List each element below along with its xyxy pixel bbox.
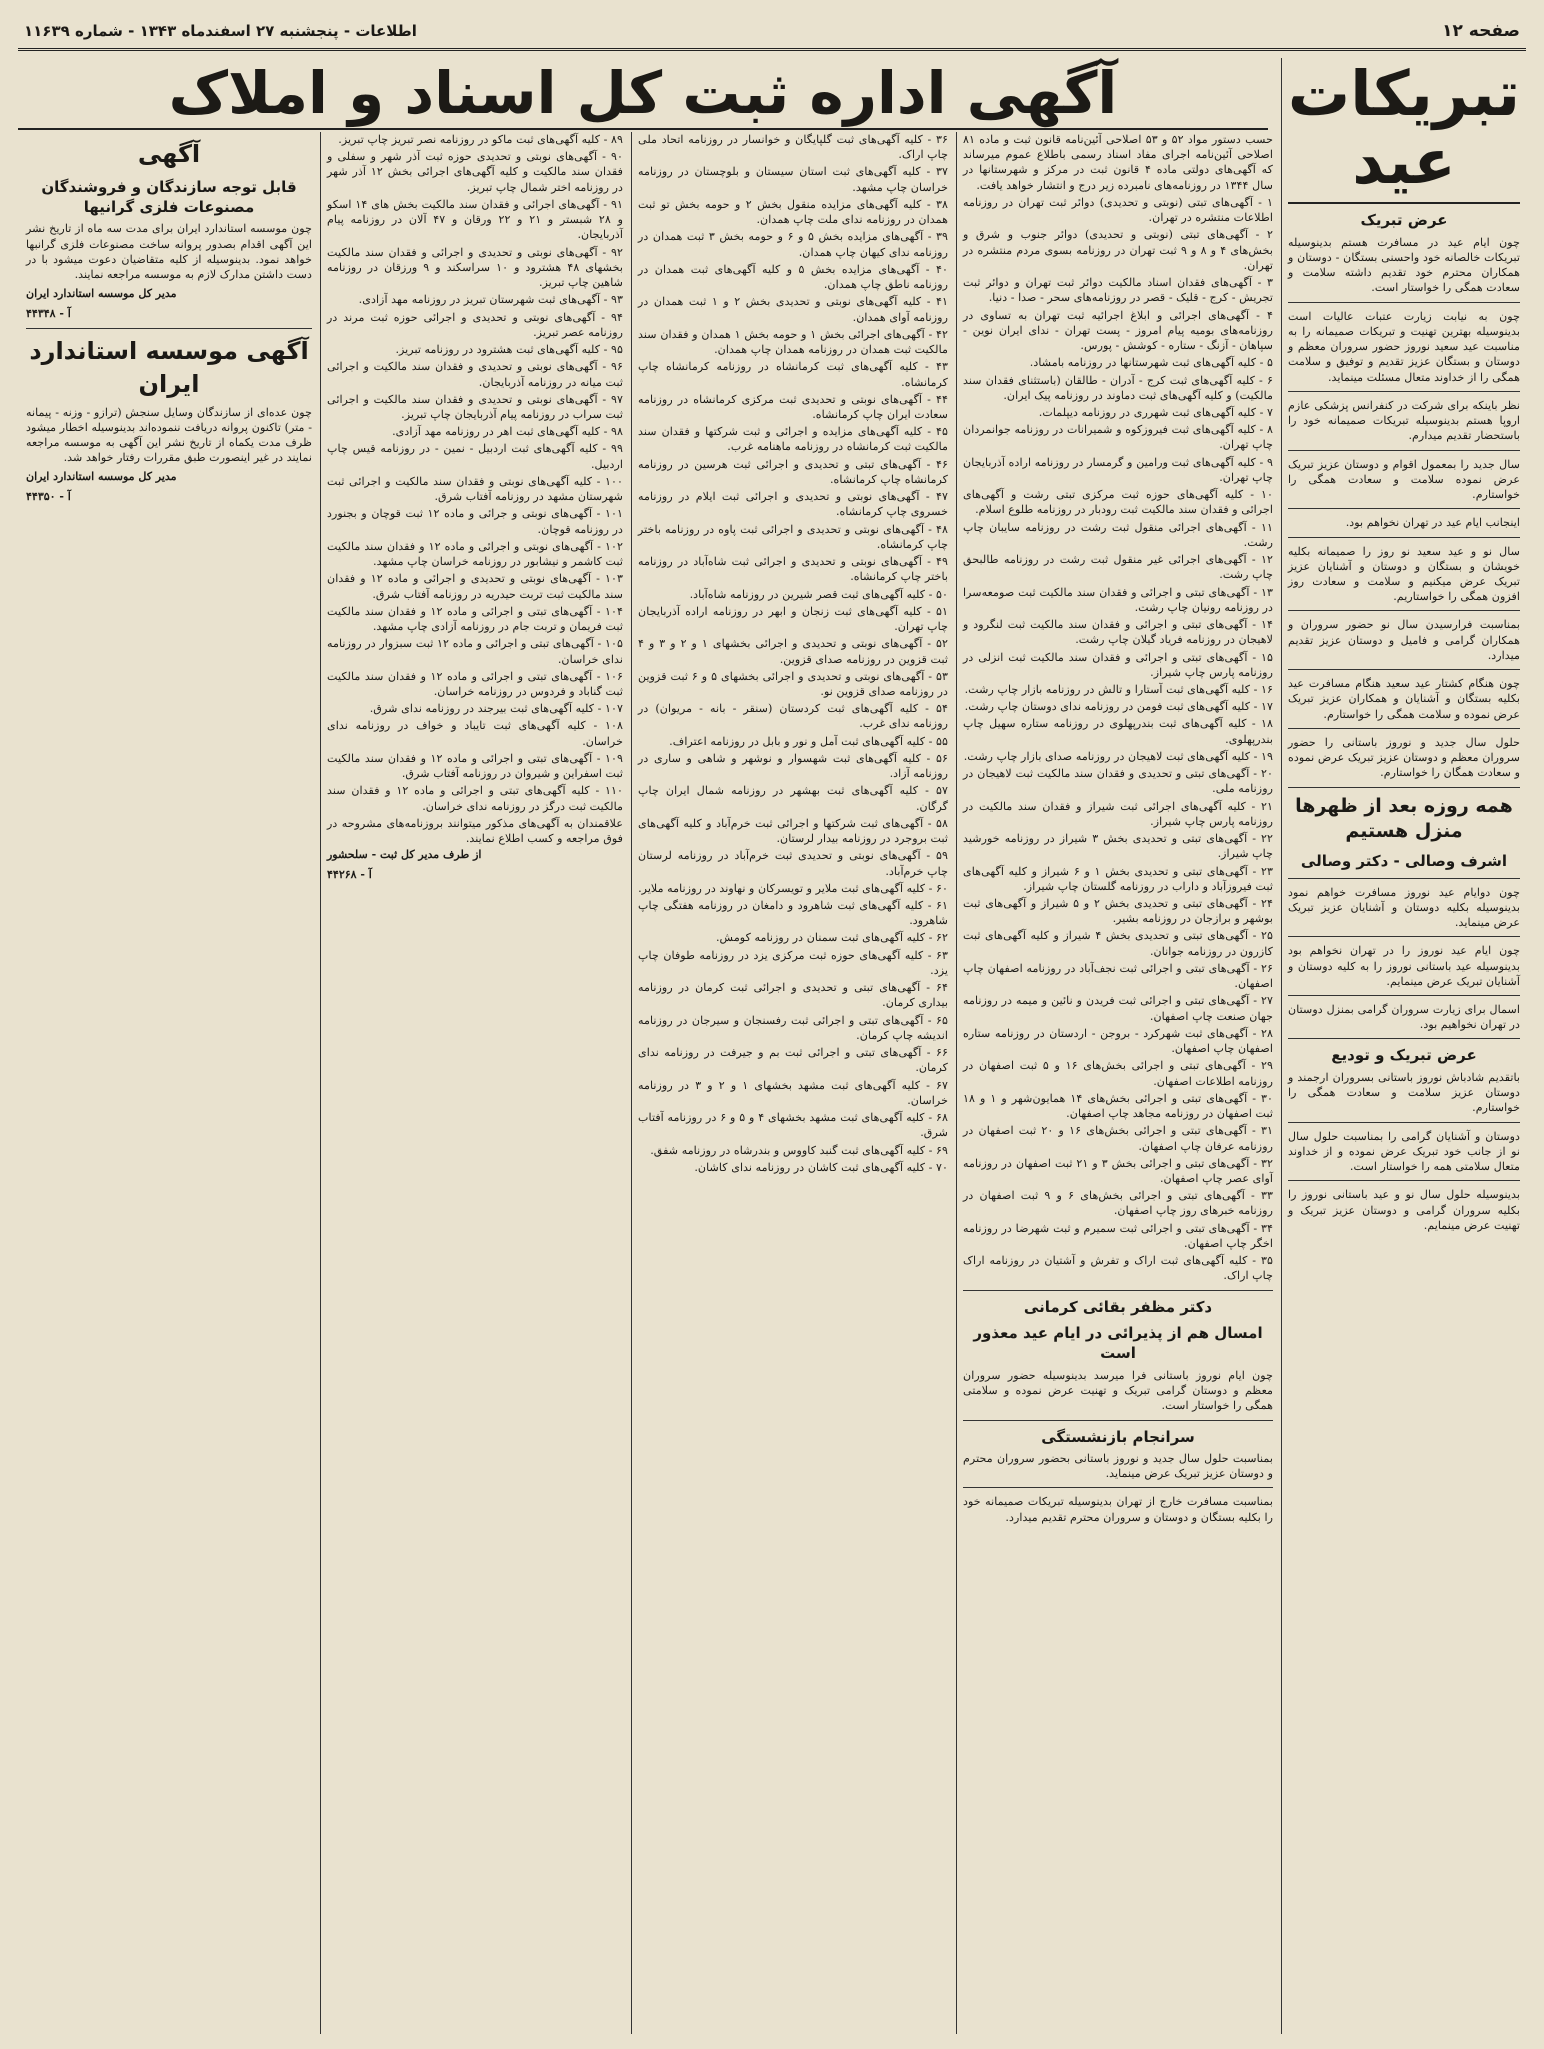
registry-item: ۶۳ - کلیه آگهی‌های حوزه ثبت مرکزی یزد در روزنامه طوفان چاپ یزد. <box>638 948 948 977</box>
standard-code: آ - ۴۴۳۵۰ <box>26 490 71 504</box>
greetings-column <box>1281 58 1526 2034</box>
registry-item: ۹۹ - کلیه آگهی‌های ثبت اردبیل - نمین - در روزنامه قیس چاپ اردبیل. <box>327 442 623 471</box>
registry-item: ۱۰۶ - آگهی‌های تبتی و اجرائی و ماده ۱۲ و فقدان سند مالکیت ثبت گناباد و فردوس در روزنامه خراسان. <box>327 669 623 698</box>
registry-item: ۳ - آگهی‌های فقدان اسناد مالکیت دوائر ثبت تهران و دوائر ثبت تجریش - کرج - قلیک - قصر در روزنامه‌های سحر - صدا - دنیا. <box>963 276 1273 305</box>
registry-item: ۳۴ - آگهی‌های تبتی و اجرائی ثبت سمیرم و ثبت شهرضا در روزنامه اخگر چاپ اصفهان. <box>963 1221 1273 1250</box>
registry-item: ۱۰۴ - آگهی‌های تبتی و اجرائی و ماده ۱۲ و فقدان سند مالکیت ثبت فریمان و تربت جام در روزنامه آزادی چاپ مشهد. <box>327 604 623 634</box>
feature-title: همه روزه بعد از ظهرها منزل هستیم <box>1295 794 1513 843</box>
greeting-item: بمناسبت فرارسیدن سال نو حضور سروران و همکاران گرامی و فامیل و دوستان عزیز تقدیم میدارد. <box>1288 618 1520 662</box>
registry-item: ۱۱۰ - کلیه آگهی‌های تبتی و اجرائی و ماده ۱۲ و فقدان سند مالکیت ثبت درگز در روزنامه ندای خراسان. <box>327 784 623 813</box>
registry-item: ۷۰ - کلیه آگهی‌های ثبت کاشان در روزنامه ندای کاشان. <box>694 1160 948 1174</box>
registry-code: آ - ۴۴۲۶۸ <box>327 868 372 882</box>
registry-intro: حسب دستور مواد ۵۲ و ۵۳ اصلاحی آئین‌نامه قانون ثبت و ماده ۸۱ اصلاحی آئین‌نامه اجرای مفاد اسناد رسمی باطلاع عموم میرساند که آگهی‌های دولتی ماده ۴ قانون ثبت در مرکز و شهرستانها در سال ۱۳۴۴ در روزنامه‌های نامبرده زیر درج و انتشار خواهد یافت. <box>963 133 1274 192</box>
greeting-item: حلول سال جدید و نوروز باستانی را حضور سروران معظم و دوستان عزیز تبریک عرض نموده و سعادت همگان را خواستارم. <box>1288 735 1520 780</box>
registry-item: ۶۰ - کلیه آگهی‌های ثبت ملایر و تویسرکان و نهاوند در روزنامه ملایر. <box>638 881 948 895</box>
registry-item: ۱۰ - کلیه آگهی‌های حوزه ثبت مرکزی تبتی رشت و آگهی‌های اجرائی و فقدان سند مالکیت ثبت رودبار در روزنامه طلوع اسلام. <box>963 488 1273 517</box>
registry-item: ۸۹ - کلیه آگهی‌های ثبت ماکو در روزنامه نصر تبریز چاپ تبریز. <box>338 133 623 146</box>
greeting-item: دوستان و آشنایان گرامی را بمناسبت حلول سال نو از جانب خود تبریک عرض نموده و از خداوند متعال سلامتی همه را خواستار است. <box>1288 1129 1520 1174</box>
greeting-item: باتقدیم شادباش نوروز باستانی بسروران ارجمند و دوستان عزیز سلامت و سعادت همگی را خواستارم. <box>1288 1070 1520 1115</box>
registry-item: ۳۵ - کلیه آگهی‌های ثبت اراک و تفرش و آشتیان در روزنامه اراک چاپ اراک. <box>963 1254 1273 1283</box>
doctor-title: دکتر مظفر بقائی کرمانی <box>1023 1297 1213 1316</box>
registry-item: ۴۵ - کلیه آگهی‌های مزایده و اجرائی و ثبت شرکتها و فقدان سند مالکیت ثبت کرمانشاه در روزنامه ماهنامه غرب. <box>638 425 948 454</box>
registry-item: ۲۰ - آگهی‌های تبتی و تحدیدی و فقدان سند مالکیت ثبت لاهیجان در روزنامه ملی. <box>963 767 1273 796</box>
registry-item: ۱۱ - آگهی‌های اجرائی منقول ثبت رشت در روزنامه سایبان چاپ رشت. <box>963 520 1273 549</box>
notice-body: چون موسسه استاندارد ایران برای مدت سه ماه از تاریخ نشر این آگهی اقدام بصدور پروانه ساخت مصنوعات فلزی گرانبها خواهد نمود. بدینوسیله از کلیه متقاضیان دعوت میشود با در دست داشتن مدارک لازم به موسسه مراجعه نمایند. <box>26 222 312 282</box>
greeting-item: بدینوسیله حلول سال نو و عید باستانی نوروز را بکلیه سروران گرامی و دوستان عزیز تبریک و تهنیت عرض مینمایم. <box>1288 1188 1520 1232</box>
registry-item: ۸ - کلیه آگهی‌های ثبت فیروزکوه و شمیرانات در روزنامه جوانمردان چاپ تهران. <box>963 423 1273 452</box>
registry-item: ۱۲ - آگهی‌های اجرائی غیر منقول ثبت رشت در روزنامه طالبحق چاپ رشت. <box>963 553 1273 582</box>
registry-column-1 <box>956 132 1279 2034</box>
registry-item: ۴۲ - آگهی‌های اجرائی بخش ۱ و حومه بخش ۱ همدان و فقدان سند مالکیت ثبت همدان در روزنامه همدان چاپ همدان. <box>638 327 948 357</box>
feature-names: اشرف وصالی - دکتر وصالی <box>1300 852 1508 871</box>
registry-item: ۴۰ - آگهی‌های مزایده بخش ۵ و کلیه آگهی‌های ثبت همدان در روزنامه ناطق چاپ همدان. <box>638 262 948 292</box>
registry-item: ۲۸ - آگهی‌های ثبت شهرکرد - بروجن - اردستان در روزنامه ستاره اصفهان چاپ اصفهان. <box>963 1026 1273 1056</box>
registry-item: ۴۶ - آگهی‌های تبتی و تحدیدی و اجرائی ثبت هرسین در روزنامه کرمانشاه چاپ کرمانشاه. <box>638 457 948 486</box>
notice-subtitle: قابل توجه سازندگان و فروشندگان مصنوعات فلزی گرانیها <box>41 177 297 217</box>
registry-item: ۹۱ - آگهی‌های اجرائی و فقدان سند مالکیت بخش های ۱۴ اسکو و ۲۸ شبستر و ۲۱ و ۲۲ ورقان و ۴۷ آلان در روزنامه پیام آذربایجان. <box>327 197 623 242</box>
greeting-item: چون هنگام کشتار عید سعید هنگام مسافرت عید بکلیه بستگان و آشنایان و همکاران عزیز تبریک عرض نموده و سلامت همگی را خواستارم. <box>1288 677 1520 721</box>
notice-signature: مدیر کل موسسه استاندارد ایران <box>26 287 177 301</box>
registry-item: ۲۱ - کلیه آگهی‌های اجرائی ثبت شیراز و فقدان سند مالکیت در روزنامه پارس چاپ شیراز. <box>963 799 1273 828</box>
greeting-heading: عرض تبریک و تودیع <box>1331 1046 1477 1065</box>
registry-item: ۵۲ - آگهی‌های نوبتی و تحدیدی و اجرائی بخشهای ۱ و ۲ و ۳ و ۴ ثبت قزوین در روزنامه صدای قزوین. <box>638 637 948 666</box>
registry-item: ۱۰۵ - آگهی‌های تبتی و اجرائی و ماده ۱۲ ثبت سبزوار در روزنامه ندای خراسان. <box>327 637 623 666</box>
registry-item: ۵۰ - کلیه آگهی‌های ثبت قصر شیرین در روزنامه شاه‌آباد. <box>689 587 948 601</box>
greetings-subtitle: عرض تبریک <box>1360 211 1448 230</box>
registry-item: ۴۹ - آگهی‌های نوبتی و تحدیدی و اجرائی ثبت شاه‌آباد در روزنامه باختر چاپ کرمانشاه. <box>638 555 948 584</box>
registry-item: ۳۲ - آگهی‌های تبتی و اجرائی بخش ۳ و ۲۱ ثبت اصفهان در روزنامه آوای عصر چاپ اصفهان. <box>963 1156 1274 1185</box>
registry-column-2 <box>631 132 954 2034</box>
ads-column <box>20 132 318 2034</box>
greeting-item: اینجانب ایام عید در تهران نخواهم بود. <box>1345 516 1520 530</box>
greeting-item: چون ایام عید نوروز را در تهران نخواهم بود بدینوسیله عید باستانی نوروز را به کلیه دوستان و آشنایان تبریک عرض مینمایم. <box>1288 944 1520 988</box>
registry-item: ۹۴ - آگهی‌های نوبتی و تحدیدی و اجرائی حوزه ثبت مرند در روزنامه عصر تبریز. <box>327 310 623 339</box>
masthead <box>18 14 1526 51</box>
registry-item: ۵۷ - کلیه آگهی‌های ثبت بهشهر در روزنامه شمال ایران چاپ گرگان. <box>638 784 948 813</box>
registry-item: ۳۶ - کلیه آگهی‌های ثبت گلپایگان و خوانسار در روزنامه اتحاد ملی چاپ اراک. <box>638 133 948 162</box>
registry-item: ۱۰۱ - آگهی‌های نوبتی و جرائی و ماده ۱۲ ثبت قوچان و بجنورد در روزنامه قوچان. <box>327 507 623 536</box>
doctor-subtitle: امسال هم از پذیرائی در ایام عید معذور است <box>973 1324 1263 1363</box>
registry-item: ۵۶ - کلیه آگهی‌های ثبت شهسوار و نوشهر و شاهی و ساری در روزنامه آزاد. <box>638 751 948 781</box>
registry-item: ۶ - کلیه آگهی‌های ثبت کرج - آدران - طالقان (باستثنای فقدان سند مالکیت) و کلیه آگهی‌های ثبت دماوند در روزنامه پیک ایران. <box>963 373 1273 402</box>
registry-item: ۱۹ - کلیه آگهی‌های ثبت لاهیجان در روزنامه صدای بازار چاپ رشت. <box>963 749 1273 763</box>
registry-item: ۹۰ - آگهی‌های نوبتی و تحدیدی حوزه ثبت آذر شهر و سفلی و فقدان سند مالکیت و کلیه آگهی‌های اجرائی بخش ۱۲ آذر شهر در روزنامه اختر شمال چاپ تبریز. <box>327 150 623 194</box>
registry-item: ۱۰۲ - آگهی‌های نوبتی و اجرائی و ماده ۱۲ و فقدان سند مالکیت ثبت کاشمر و نیشابور در روزنامه خراسان چاپ مشهد. <box>327 539 623 569</box>
registry-item: ۲۳ - آگهی‌های تبتی و تحدیدی بخش ۱ و ۶ شیراز و کلیه آگهی‌های ثبت فیروزآباد و داراب در روزنامه گلستان چاپ شیراز. <box>963 864 1274 893</box>
registry-item: ۱۷ - کلیه آگهی‌های ثبت فومن در روزنامه ندای دوستان چاپ رشت. <box>964 700 1273 714</box>
greeting-item: اسمال برای زیارت سروران گرامی بمنزل دوستان در تهران نخواهیم بود. <box>1288 1003 1520 1032</box>
registry-item: ۵ - کلیه آگهی‌های ثبت شهرستانها در روزنامه بامشاد. <box>1029 356 1273 370</box>
registry-item: ۶۱ - کلیه آگهی‌های ثبت شاهرود و دامغان در روزنامه هفتگی چاپ شاهرود. <box>638 899 948 928</box>
registry-item: ۹۵ - کلیه آگهی‌های ثبت هشترود در روزنامه تبریز. <box>395 343 623 357</box>
registry-item: ۴۳ - کلیه آگهی‌های ثبت کرمانشاه در روزنامه کرمانشاه چاپ کرمانشاه. <box>638 360 948 389</box>
registry-item: ۱۵ - آگهی‌های تبتی و اجرائی و فقدان سند مالکیت ثبت انزلی در روزنامه پارس چاپ شیراز. <box>963 650 1273 679</box>
registry-item: ۹ - کلیه آگهی‌های ثبت ورامین و گرمسار در روزنامه اراده آذربایجان چاپ تهران. <box>963 455 1273 484</box>
registry-item: ۱۰۷ - کلیه آگهی‌های ثبت بیرجند در روزنامه ندای شرق. <box>369 702 623 716</box>
greetings-title: تبریکات عید <box>1288 60 1520 204</box>
registry-item: ۵۵ - کلیه آگهی‌های ثبت آمل و نور و بابل در روزنامه اعتراف. <box>669 734 948 748</box>
registry-item: ۲۷ - آگهی‌های تبتی و اجرائی ثبت فریدن و نائین و میمه در روزنامه جهان صنعت چاپ اصفهان. <box>963 994 1273 1023</box>
registry-item: ۴۴ - آگهی‌های نوبتی و تحدیدی ثبت مرکزی کرمانشاه در روزنامه سعادت ایران چاپ کرمانشاه. <box>638 392 948 421</box>
registry-item: ۲۵ - آگهی‌های تبتی و تحدیدی بخش ۴ شیراز و کلیه آگهی‌های ثبت کازرون در روزنامه جوانان. <box>963 929 1273 958</box>
greeting-item: سال جدید را بمعمول اقوام و دوستان عزیز تبریک عرض نموده سلامت و سعادت همگی را خواستارم. <box>1288 457 1520 502</box>
registry-item: ۱۶ - کلیه آگهی‌های ثبت آستارا و تالش در روزنامه بازار چاپ رشت. <box>964 682 1273 696</box>
registry-item: ۲۶ - آگهی‌های تبتی و اجرائی ثبت نجف‌آباد در روزنامه اصفهان چاپ اصفهان. <box>963 961 1273 991</box>
registry-item: ۶۸ - کلیه آگهی‌های ثبت مشهد بخشهای ۴ و ۵ و ۶ در روزنامه آفتاب شرق. <box>638 1111 949 1140</box>
greeting-item: چون دوایام عید نوروز مسافرت خواهم نمود بدینوسیله بکلیه دوستان و آشنایان عزیز تبریک عرض مینماید. <box>1288 885 1520 930</box>
registry-item: ۴۷ - آگهی‌های نوبتی و تحدیدی و اجرائی ثبت ایلام در روزنامه خسروی چاپ کرمانشاه. <box>638 490 948 519</box>
registry-item: ۳۸ - کلیه آگهی‌های مزایده منقول بخش ۲ و حومه بخش تو ثبت همدان در روزنامه ندای ملت چاپ همدان. <box>638 197 948 227</box>
registry-item: ۵۴ - کلیه آگهی‌های ثبت کردستان (سنقر - بانه - مریوان) در روزنامه ندای غرب. <box>638 702 948 731</box>
registry-item: ۳۱ - آگهی‌های تبتی و اجرائی بخش‌های ۱۶ و ۲۰ ثبت اصفهان در روزنامه عرفان چاپ اصفهان. <box>963 1124 1274 1153</box>
standard-signature: مدیر کل موسسه استاندارد ایران <box>26 470 177 484</box>
registry-item: ۱۰۸ - کلیه آگهی‌های ثبت تایباد و خواف در روزنامه ندای خراسان. <box>327 719 623 748</box>
issue-info: اطلاعات - پنجشنبه ۲۷ اسفندماه ۱۳۴۳ - شماره ۱۱۶۳۹ <box>24 22 417 40</box>
footer-text: بمناسبت مسافرت خارج از تهران بدینوسیله تبریکات صمیمانه خود را بکلیه بستگان و دوستان و سروران محترم تقدیم میدارد. <box>963 1495 1273 1524</box>
registry-item: ۴۸ - آگهی‌های نوبتی و تحدیدی و اجرائی ثبت پاوه در روزنامه باختر چاپ کرمانشاه. <box>638 522 948 551</box>
registry-item: ۴ - آگهی‌های اجرائی و ابلاغ اجرائیه ثبت تهران به تساوی در روزنامه‌های بومیه پیام امروز - پست تهران - ندای ایران نوین - سپاهان - آزنگ - ستاره - کوشش - پورس. <box>963 308 1273 353</box>
newspaper-page <box>18 14 1526 2034</box>
registry-banner: آگهی اداره ثبت کل اسناد و املاک <box>18 58 1268 130</box>
registry-item: ۷ - کلیه آگهی‌های ثبت شهرری در روزنامه دیپلمات. <box>1038 405 1273 419</box>
registry-item: ۵۱ - کلیه آگهی‌های ثبت زنجان و ابهر در روزنامه اراده آذربایجان چاپ تهران. <box>638 604 948 634</box>
registry-item: ۱۳ - آگهی‌های تبتی و اجرائی و فقدان سند مالکیت ثبت صومعه‌سرا در روزنامه رونیان چاپ رشت. <box>963 585 1273 614</box>
registry-item: ۳۰ - آگهی‌های تبتی و اجرائی بخش‌های ۱۴ همایون‌شهر و ۱ و ۱۸ ثبت اصفهان در روزنامه مجاهد چاپ اصفهان. <box>963 1091 1273 1121</box>
registry-item: ۱۰۰ - کلیه آگهی‌های نوبتی و فقدان سند مالکیت و اجرائی ثبت شهرستان مشهد در روزنامه آفتاب شرق. <box>327 474 623 504</box>
footer-heading: سرانجام بازنشستگی <box>1041 1427 1195 1446</box>
page-number: صفحه ۱۲ <box>1442 21 1520 41</box>
registry-item: ۵۸ - آگهی‌های ثبت شرکتها و اجرائی ثبت خرم‌آباد و کلیه آگهی‌های ثبت بروجرد در روزنامه بیدار لرستان. <box>638 816 948 846</box>
footer-text: بمناسبت حلول سال جدید و نوروز باستانی بحضور سروران محترم و دوستان عزیز تبریک عرض مینماید. <box>963 1451 1273 1481</box>
registry-item: ۲۲ - آگهی‌های تبتی و تحدیدی بخش ۳ شیراز در روزنامه خورشید چاپ شیراز. <box>963 832 1274 861</box>
registry-item: ۲۴ - آگهی‌های تبتی و تحدیدی بخش ۲ و ۵ شیراز و آگهی‌های ثبت بوشهر و برازجان در روزنامه بشیر. <box>963 897 1274 926</box>
registry-item: ۹۸ - کلیه آگهی‌های ثبت اهر در روزنامه مهد آزادی. <box>392 425 623 439</box>
greeting-item: سال نو و عید سعید نو روز را صمیمانه بکلیه خویشان و بستگان و دوستان و آشنایان عزیز تبریک عرض میکنیم و سلامت و سعادت روز افزون همگی را خواستاریم. <box>1288 544 1520 604</box>
registry-item: ۱۰۳ - آگهی‌های نوبتی و تحدیدی و اجرائی و ماده ۱۲ و فقدان سند مالکیت ثبت تربت حیدریه در روزنامه آفتاب شرق. <box>327 572 623 601</box>
registry-item: ۹۶ - آگهی‌های نوبتی و تحدیدی و فقدان سند مالکیت و اجرائی ثبت میانه در روزنامه آذربایجان. <box>327 360 623 389</box>
registry-column-3 <box>320 132 629 2034</box>
greeting-item: چون ایام عید در مسافرت هستم بدینوسیله تبریکات خالصانه خود واحسنی بستگان - دوستان و همکاران محترم خود تقدیم داشته سلامت و سعادت همگی را خواستار است. <box>1288 235 1520 295</box>
registry-item: ۹۲ - آگهی‌های نوبتی و تحدیدی و اجرائی و فقدان سند مالکیت بخشهای ۴۸ هشترود و ۱۰ سراسکند و ۹ ورزقان در روزنامه شاهین چاپ تبریز. <box>327 245 623 290</box>
standard-title: آگهی موسسه استاندارد ایران <box>29 337 309 398</box>
registry-item: ۶۷ - کلیه آگهی‌های ثبت مشهد بخشهای ۱ و ۲ و ۳ در روزنامه خراسان. <box>638 1078 948 1107</box>
registry-item: ۶۴ - آگهی‌های تبتی و تحدیدی و اجرائی ثبت کرمان در روزنامه بیداری کرمان. <box>638 981 948 1010</box>
registry-item: ۲۹ - آگهی‌های تبتی و اجرائی بخش‌های ۱۶ و ۵ ثبت اصفهان در روزنامه اطلاعات اصفهان. <box>963 1059 1274 1088</box>
registry-item: ۳۹ - آگهی‌های مزایده بخش ۵ و ۶ و حومه بخش ۳ ثبت همدان در روزنامه ندای کیهان چاپ همدان. <box>638 230 948 259</box>
notice-title: آگهی <box>137 140 201 168</box>
registry-item: ۶۹ - کلیه آگهی‌های ثبت گنبد کاووس و بندرشاه در روزنامه شفق. <box>650 1143 948 1157</box>
doctor-body: چون ایام نوروز باستانی فرا میرسد بدینوسیله حضور سروران معظم و دوستان گرامی تبریک و تهنیت عرض نموده و سلامتی همگی را خواستار است. <box>963 1368 1273 1413</box>
greeting-item: نظر باینکه برای شرکت در کنفرانس پزشکی عازم اروپا هستم بدینوسیله تبریکات صمیمانه خود را باستحضار تقدیم میدارم. <box>1288 398 1520 443</box>
registry-item: ۶۵ - آگهی‌های تبتی و اجرائی ثبت رفسنجان و سیرجان در روزنامه اندیشه چاپ کرمان. <box>638 1013 948 1042</box>
registry-item: ۶۶ - آگهی‌های تبتی و اجرائی ثبت بم و جیرفت در روزنامه ندای کرمان. <box>638 1046 948 1075</box>
registry-item: ۱۸ - کلیه آگهی‌های ثبت بندرپهلوی در روزنامه ستاره سهیل چاپ بندرپهلوی. <box>963 717 1273 746</box>
registry-item: ۹۷ - آگهی‌های نوبتی و تحدیدی و فقدان سند مالکیت و اجرائی ثبت سراب در روزنامه پیام آذربایجان چاپ تبریز. <box>327 392 623 421</box>
registry-item: ۳۳ - آگهی‌های تبتی و اجرائی بخش‌های ۶ و ۹ ثبت اصفهان در روزنامه خبرهای روز چاپ اصفهان. <box>963 1189 1274 1218</box>
registry-item: ۵۳ - آگهی‌های نوبتی و تحدیدی و اجرائی بخشهای ۵ و ۶ ثبت قزوین در روزنامه صدای قزوین نو. <box>638 669 948 698</box>
registry-item: ۱ - آگهی‌های تبتی (نوبتی و تحدیدی) دوائر ثبت تهران در روزنامه اطلاعات منتشره در تهران. <box>963 195 1273 225</box>
greeting-item: چون به نیابت زیارت عتبات عالیات است بدینوسیله بهترین تهنیت و تبریکات صمیمانه را به مناسبت عید سعید نوروز حضور سروران معظم و دوستان و بستگان عزیز تقدیم و توفیق و سلامت همگی را از خداوند متعال مسئلت مینماید. <box>1288 309 1520 384</box>
registry-item: ۱۴ - آگهی‌های تبتی و اجرائی و فقدان سند مالکیت ثبت لنگرود و لاهیجان در روزنامه فریاد گیلان چاپ رشت. <box>963 618 1273 647</box>
registry-item: ۳۷ - کلیه آگهی‌های ثبت استان سیستان و بلوچستان در روزنامه خراسان چاپ مشهد. <box>638 165 948 194</box>
notice-code: آ - ۴۴۳۴۸ <box>26 307 71 321</box>
registry-signature: از طرف مدیر کل ثبت - سلحشور <box>327 848 482 862</box>
standard-body: چون عده‌ای از سازندگان وسایل سنجش (ترازو - وزنه - پیمانه - متر) تاکنون پروانه دریافت ننموده‌اند بدینوسیله اخطار میشود ظرف مدت یکماه از تاریخ نشر این آگهی به موسسه مراجعه نمایند در غیر اینصورت طبق مقررات رفتار خواهد شد. <box>26 405 312 465</box>
registry-item: ۵۹ - آگهی‌های نوبتی و تحدیدی ثبت خرم‌آباد در روزنامه لرستان چاپ خرم‌آباد. <box>638 849 948 878</box>
registry-item: ۹۳ - آگهی‌های ثبت شهرستان تبریز در روزنامه مهد آزادی. <box>358 293 623 307</box>
registry-item: ۴۱ - کلیه آگهی‌های نوبتی و تحدیدی بخش ۲ و ۱ ثبت همدان در روزنامه آوای همدان. <box>638 295 948 324</box>
registry-item: ۱۰۹ - آگهی‌های تبتی و اجرائی و ماده ۱۲ و فقدان سند مالکیت ثبت اسفراین و شیروان در روزنامه آفتاب شرق. <box>327 751 623 781</box>
registry-item: ۲ - آگهی‌های تبتی (نوبتی و تحدیدی) دوائر جنوب و شرق و بخش‌های ۴ و ۸ و ۹ ثبت تهران در روزنامه بسوی مردم منتشره در تهران. <box>963 228 1274 272</box>
registry-item: ۶۲ - کلیه آگهی‌های ثبت سمنان در روزنامه کومش. <box>716 931 948 945</box>
registry-item: علاقمندان به آگهی‌های مذکور میتوانند بروزنامه‌های مشروحه در فوق مراجعه و کسب اطلاع نمایند. <box>327 816 623 846</box>
